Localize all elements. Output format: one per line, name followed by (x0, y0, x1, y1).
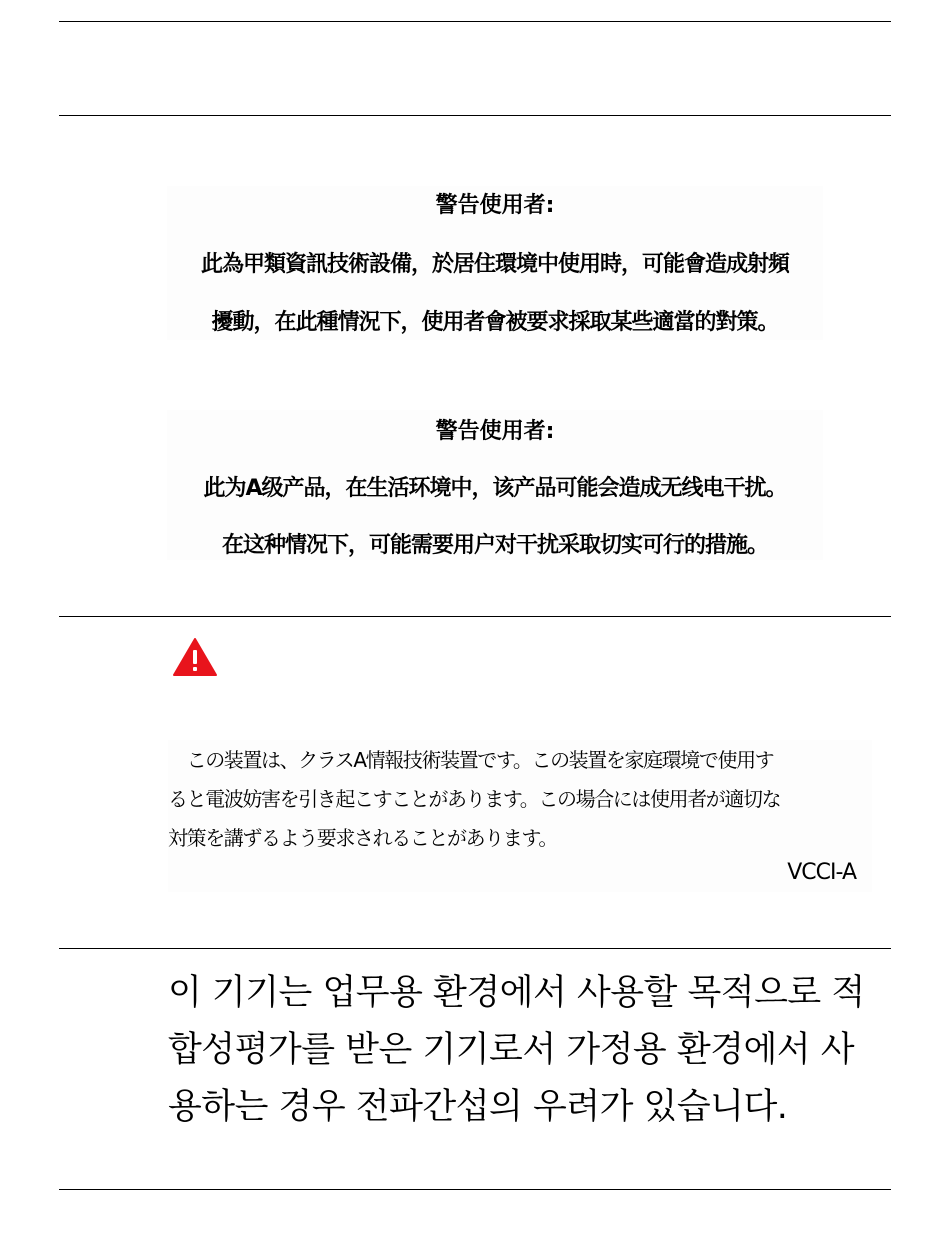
china-warning-line-1: 此为A级产品，在生活环境中，该产品可能会造成无线电干扰。 (203, 476, 787, 501)
taiwan-warning-line-1: 此為甲類資訊技術設備，於居住環境中使用時，可能會造成射頻 (200, 252, 789, 277)
japan-warning-line-1: この装置は、クラスA情報技術装置です。この装置を家庭環境で使用す (168, 748, 774, 772)
taiwan-warning-line-2: 擾動，在此種情況下，使用者會被要求採取某些適當的對策。 (211, 310, 779, 335)
taiwan-warning-box (167, 186, 823, 340)
korea-warning-line-1: 이 기기는 업무용 환경에서 사용할 목적으로 적 (168, 973, 865, 1013)
vcci-class-label: VCCI-A (787, 860, 856, 885)
section-divider-1 (59, 115, 891, 116)
taiwan-warning-title: 警告使用者: (435, 193, 555, 218)
china-warning-line-2: 在这种情况下，可能需要用户对干扰采取切实可行的措施。 (221, 533, 768, 558)
korea-warning-line-2: 합성평가를 받은 기기로서 가정용 환경에서 사 (168, 1030, 855, 1070)
japan-warning-box (168, 740, 872, 892)
china-warning-title: 警告使用者: (435, 419, 555, 444)
top-rule (59, 21, 891, 22)
korea-warning-line-3: 용하는 경우 전파간섭의 우려가 있습니다. (168, 1087, 788, 1127)
section-divider-3 (59, 948, 891, 949)
bottom-rule (59, 1189, 891, 1190)
warning-triangle-icon (172, 637, 218, 677)
china-warning-box (167, 410, 823, 560)
japan-warning-line-3: 対策を講ずるよう要求されることがあります。 (168, 826, 557, 850)
section-divider-2 (59, 616, 891, 617)
japan-warning-line-2: ると電波妨害を引き起こすことがあります。この場合には使用者が適切な (168, 787, 781, 811)
